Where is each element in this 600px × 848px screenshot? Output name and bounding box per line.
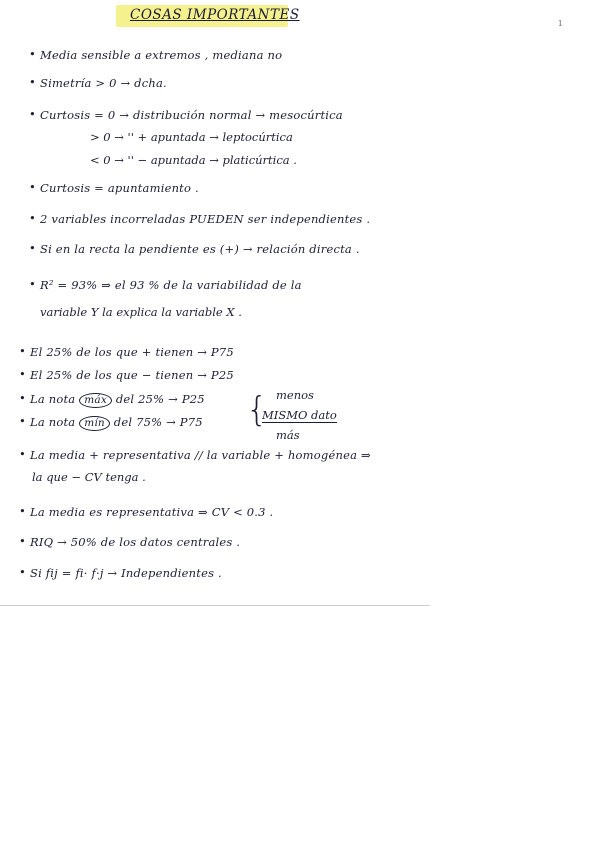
- note-pendiente: • Si en la recta la pendiente es (+) → relación directa .: [40, 242, 360, 256]
- note-riq: • RIQ → 50% de los datos centrales .: [30, 535, 240, 549]
- note-media-sensible: • Media sensible a extremos , mediana no: [40, 48, 282, 62]
- note-independientes: • Si fij = fi· f·j → Independientes .: [30, 566, 222, 580]
- note-simetria: • Simetría > 0 → dcha.: [40, 76, 167, 90]
- note-nota-min-pre: La nota: [30, 415, 76, 429]
- note-r-cuadrado-cont: variable Y la explica la variable X .: [40, 305, 242, 319]
- note-nota-max-post: del 25% → P25: [115, 392, 205, 406]
- note-p25: • El 25% de los que − tienen → P25: [30, 368, 234, 382]
- note-nota-min-post: del 75% → P75: [113, 415, 203, 429]
- note-menos-cv: la que − CV tenga .: [32, 470, 146, 484]
- note-curtosis-negativa: < 0 → '' − apuntada → platicúrtica .: [90, 153, 297, 167]
- corner-mark: ı: [558, 16, 562, 29]
- note-curtosis-apuntamiento: • Curtosis = apuntamiento .: [40, 181, 199, 195]
- brace-label-menos: menos: [276, 388, 314, 402]
- note-curtosis-cero: • Curtosis = 0 → distribución normal → mesocúrtica: [40, 108, 343, 122]
- page-edge-line: [0, 605, 430, 606]
- note-media-representativa: • La media + representativa // la variable + homogénea ⇒: [30, 448, 371, 462]
- note-nota-max: [30, 392, 205, 408]
- brace-label-mas: más: [276, 428, 300, 442]
- note-cv: • La media es representativa ⇒ CV < 0.3 .: [30, 505, 273, 519]
- note-nota-min: [30, 415, 203, 431]
- brace-label-mismo-dato: MISMO dato: [262, 408, 337, 422]
- curly-brace: {: [246, 390, 268, 430]
- circled-min: mín: [79, 416, 110, 431]
- circled-max: máx: [79, 393, 112, 408]
- note-curtosis-positiva: > 0 → '' + apuntada → leptocúrtica: [90, 130, 293, 144]
- note-p75: • El 25% de los que + tienen → P75: [30, 345, 234, 359]
- page-title: COSAS IMPORTANTES: [130, 7, 300, 23]
- note-incorreladas: • 2 variables incorreladas PUEDEN ser independientes .: [40, 212, 370, 226]
- note-r-cuadrado: • R² = 93% ⇒ el 93 % de la variabilidad de la: [40, 278, 302, 292]
- note-nota-max-pre: La nota: [30, 392, 76, 406]
